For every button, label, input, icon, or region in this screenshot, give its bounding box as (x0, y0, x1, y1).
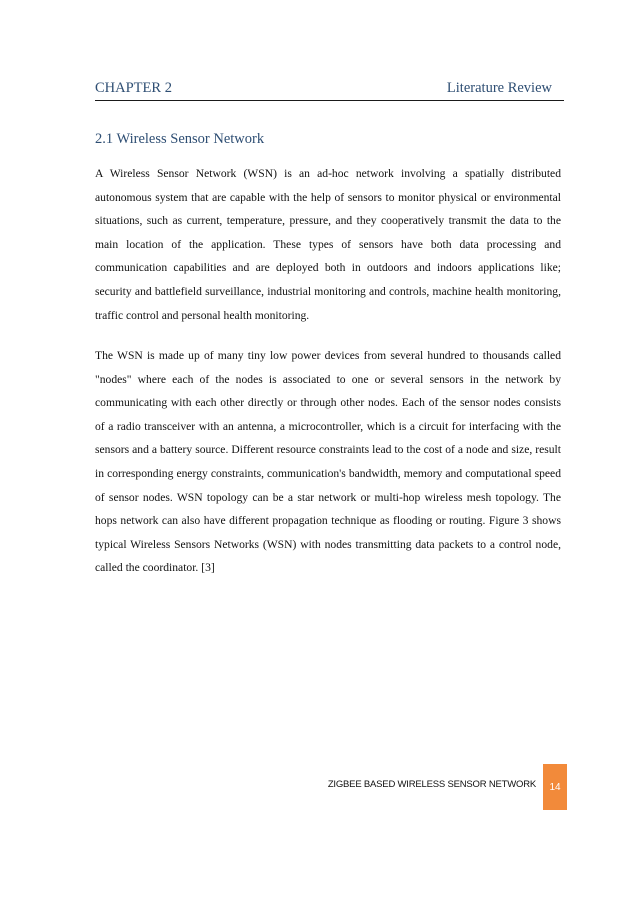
running-header (95, 78, 564, 101)
footer-title: ZIGBEE BASED WIRELESS SENSOR NETWORK (327, 779, 536, 790)
page-number: 14 (543, 764, 567, 810)
paragraph-1: A Wireless Sensor Network (WSN) is an ad-hoc network involving a spatially distributed autonomous system that are capable with the help of sensors to monitor physical or environmental situations, such as current, temperature, pressure, and they cooperatively transmit the data to the main location of the application. These types of sensors have both data processing and communication capabilities and are deployed both in outdoors and indoors applications like; security and battlefield surveillance, industrial monitoring and controls, machine health monitoring, traffic control and personal health monitoring. (95, 167, 561, 322)
chapter-label: CHAPTER 2 (95, 80, 172, 96)
section-label: Literature Review (446, 80, 552, 96)
section-title: 2.1 Wireless Sensor Network (95, 131, 265, 147)
paragraph-2: The WSN is made up of many tiny low power devices from several hundred to thousands called "nodes" where each of the nodes is associated to one or several sensors in the network by communicating with each other directly or through other nodes. Each of the sensor nodes consists of a radio transceiver with an antenna, a microcontroller, which is a circuit for interfacing with the sensors and a battery source. Different resource constraints lead to the cost of a node and size, result in corresponding energy constraints, communication's bandwidth, memory and computational speed of sensor nodes. WSN topology can be a star network or multi-hop wireless mesh topology. The hops network can also have different propagation technique as flooding or routing. Figure 3 shows typical Wireless Sensors Networks (WSN) with nodes transmitting data packets to a control node, called the coordinator. [3] (95, 349, 561, 575)
